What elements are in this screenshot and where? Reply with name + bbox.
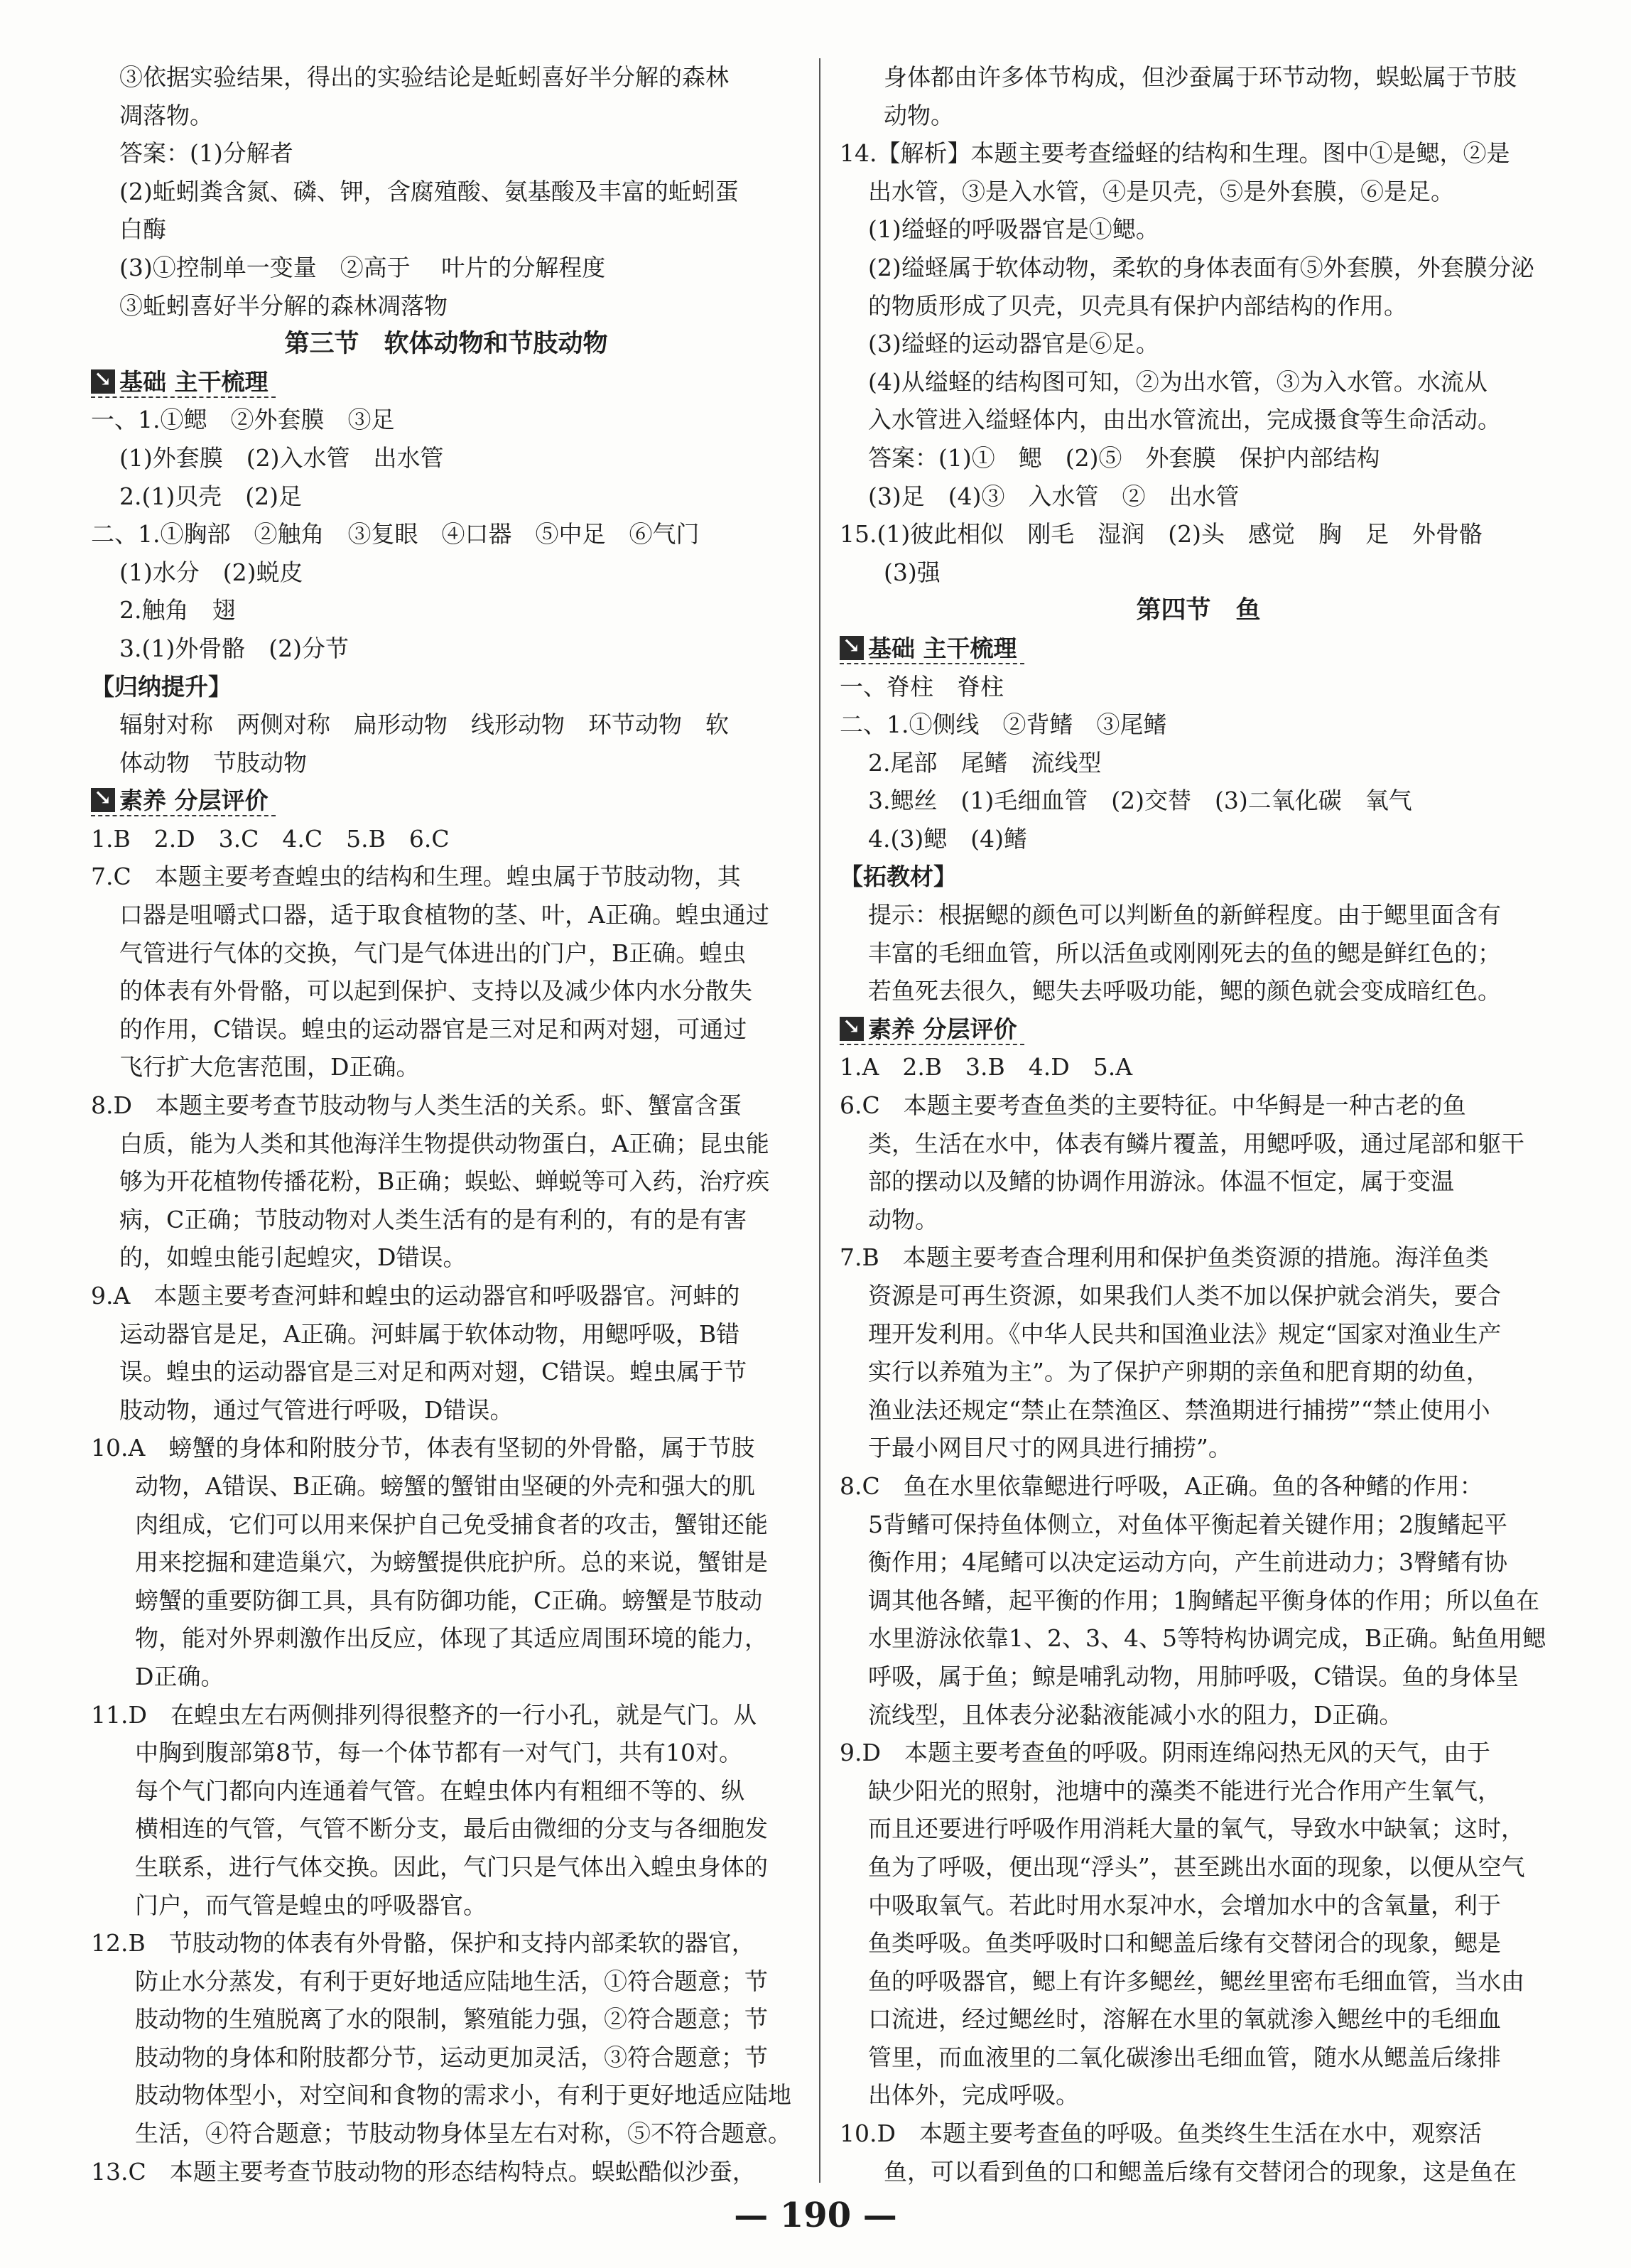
text-line: 于最小网目尺寸的网具进行捕捞”。 xyxy=(868,1434,1232,1462)
chapter-title: 第四节 鱼 xyxy=(1136,595,1261,625)
text-line: 螃蟹的重要防御工具，具有防御功能，C正确。螃蟹是节肢动 xyxy=(135,1586,763,1614)
text-line: 防止水分蒸发，有利于更好地适应陆地生活，①符合题意；节 xyxy=(135,1967,768,1995)
text-line: 缺少阳光的照射，池塘中的藻类不能进行光合作用产生氧气， xyxy=(868,1776,1501,1805)
text-line: 肉组成，它们可以用来保护自己免受捕食者的攻击，蟹钳还能 xyxy=(135,1510,768,1538)
text-line: 实行以养殖为主”。为了保护产卵期的亲鱼和肥育期的幼鱼， xyxy=(868,1358,1490,1386)
text-line: 气管进行气体的交换，气门是气体进出的门户，B正确。蝗虫 xyxy=(119,939,747,967)
text-line: (1)水分 (2)蜕皮 xyxy=(119,558,303,586)
text-line: 9.D 本题主要考查鱼的呼吸。阴雨连绵闷热无风的天气，由于 xyxy=(840,1739,1490,1767)
text-line: 的作用，C错误。蝗虫的运动器官是三对足和两对翅，可通过 xyxy=(119,1015,747,1043)
text-line: 而且还要进行呼吸作用消耗大量的氧气，导致水中缺氧；这时， xyxy=(868,1815,1524,1843)
section-tag xyxy=(91,787,276,816)
text-line: 5背鳍可保持鱼体侧立，对鱼体平衡起着关键作用；2腹鳍起平 xyxy=(868,1510,1507,1538)
text-line: 运动器官是足，A正确。河蚌属于软体动物，用鳃呼吸，B错 xyxy=(119,1319,740,1348)
text-line: (1)缢蛏的呼吸器官是①鳃。 xyxy=(868,215,1159,244)
text-line: 理开发利用。《中华人民共和国渔业法》规定“国家对渔业生产 xyxy=(868,1319,1502,1348)
text-line: 资源是可再生资源，如果我们人类不加以保护就会消失，要合 xyxy=(868,1282,1501,1310)
right-lines xyxy=(840,58,1557,2191)
text-line: (3)缢蛏的运动器官是⑥足。 xyxy=(868,330,1159,358)
text-line: 身体都由许多体节构成，但沙蚕属于环节动物，蜈蚣属于节肢 xyxy=(884,63,1517,91)
text-line: 鱼的呼吸器官，鳃上有许多鳃丝，鳃丝里密布毛细血管，当水由 xyxy=(868,1967,1524,1995)
text-line: 动物。 xyxy=(884,101,954,129)
text-line: 6.C 本题主要考查鱼类的主要特征。中华鲟是一种古老的鱼 xyxy=(840,1091,1466,1120)
text-line: 13.C 本题主要考查节肢动物的形态结构特点。蜈蚣酷似沙蚕， xyxy=(91,2157,756,2186)
text-line: 口流进，经过鳃丝时，溶解在水里的氧就渗入鳃丝中的毛细血 xyxy=(868,2005,1501,2034)
text-line: (2)缢蛏属于软体动物，柔软的身体表面有⑤外套膜，外套膜分泌 xyxy=(868,253,1534,281)
text-line: 鱼为了呼吸，便出现“浮头”，甚至跳出水面的现象，以便从空气 xyxy=(868,1852,1525,1881)
text-line: 若鱼死去很久，鳃失去呼吸功能，鳃的颜色就会变成暗红色。 xyxy=(868,977,1501,1005)
text-line: 误。蝗虫的运动器官是三对足和两对翅，C错误。蝗虫属于节 xyxy=(119,1358,747,1386)
text-line: 管里，而血液里的二氧化碳渗出毛细血管，随水从鳃盖后缘排 xyxy=(868,2043,1501,2071)
text-line: 15.(1)彼此相似 刚毛 湿润 (2)头 感觉 胸 足 外骨骼 xyxy=(840,520,1483,549)
text-line: 2.尾部 尾鳍 流线型 xyxy=(868,748,1102,777)
text-line: (3)足 (4)③ 入水管 ② 出水管 xyxy=(868,482,1240,510)
text-line: 3.(1)外骨骼 (2)分节 xyxy=(119,634,349,662)
text-line: 丰富的毛细血管，所以活鱼或刚刚死去的鱼的鳃是鲜红色的； xyxy=(868,939,1501,967)
text-line: 流线型，且体表分泌黏液能减小水的阻力，D正确。 xyxy=(868,1700,1403,1729)
text-line: 1.A 2.B 3.B 4.D 5.A xyxy=(840,1053,1133,1081)
text-line: 动物，A错误、B正确。螃蟹的蟹钳由坚硬的外壳和强大的肌 xyxy=(135,1472,756,1500)
text-line: 生活，④符合题意；节肢动物身体呈左右对称，⑤不符合题意。 xyxy=(135,2120,791,2148)
text-line: 7.C 本题主要考查蝗虫的结构和生理。蝗虫属于节肢动物，其 xyxy=(91,863,741,891)
text-line: (1)外套膜 (2)入水管 出水管 xyxy=(119,443,444,472)
text-line: 【归纳提升】 xyxy=(91,672,232,701)
text-line: 凋落物。 xyxy=(119,101,213,129)
text-line: 门户，而气管是蝗虫的呼吸器官。 xyxy=(135,1891,487,1919)
text-line: 物，能对外界刺激作出反应，体现了其适应周围环境的能力， xyxy=(135,1624,768,1653)
text-line: 11.D 在蝗虫左右两侧排列得很整齐的一行小孔，就是气门。从 xyxy=(91,1700,757,1729)
text-line: 出水管，③是入水管，④是贝壳，⑤是外套膜，⑥是足。 xyxy=(868,177,1454,205)
text-line: 10.D 本题主要考查鱼的呼吸。鱼类终生生活在水中，观察活 xyxy=(840,2120,1482,2148)
text-line: 病，C正确；节肢动物对人类生活有的是有利的，有的是有害 xyxy=(119,1205,747,1233)
text-line: 部的摆动以及鳍的协调作用游泳。体温不恒定，属于变温 xyxy=(868,1167,1454,1196)
text-line: 口器是咀嚼式口器，适于取食植物的茎、叶，A正确。蝗虫通过 xyxy=(119,901,769,929)
text-line: 3.鳃丝 (1)毛细血管 (2)交替 (3)二氧化碳 氧气 xyxy=(868,787,1412,815)
text-line: 出体外，完成呼吸。 xyxy=(868,2081,1079,2110)
section-tag xyxy=(840,1015,1024,1045)
section-tag xyxy=(840,634,1024,664)
text-line: 一、脊柱 脊柱 xyxy=(840,672,1004,701)
text-line: 10.A 螃蟹的身体和附肢分节，体表有坚韧的外骨骼，属于节肢 xyxy=(91,1434,755,1462)
text-line: 一、1.①鳃 ②外套膜 ③足 xyxy=(91,406,395,434)
text-line: 1.B 2.D 3.C 4.C 5.B 6.C xyxy=(91,824,450,853)
text-line: 二、1.①胸部 ②触角 ③复眼 ④口器 ⑤中足 ⑥气门 xyxy=(91,520,700,549)
text-line: 12.B 节肢动物的体表有外骨骼，保护和支持内部柔软的器官， xyxy=(91,1929,755,1958)
text-line: 调其他各鳍，起平衡的作用；1胸鳍起平衡身体的作用；所以鱼在 xyxy=(868,1586,1539,1614)
right-column xyxy=(840,58,1557,2191)
text-line: 白质，能为人类和其他海洋生物提供动物蛋白，A正确；昆虫能 xyxy=(119,1129,769,1157)
text-line: (2)蚯蚓粪含氮、磷、钾，含腐殖酸、氨基酸及丰富的蚯蚓蛋 xyxy=(119,177,739,205)
text-line: 动物。 xyxy=(868,1205,938,1233)
arrow-icon xyxy=(91,369,115,394)
text-line: 类，生活在水中，体表有鳞片覆盖，用鳃呼吸，通过尾部和躯干 xyxy=(868,1129,1524,1157)
text-line: 用来挖掘和建造巢穴，为螃蟹提供庇护所。总的来说，蟹钳是 xyxy=(135,1548,768,1577)
column-divider xyxy=(819,58,820,2183)
text-line: 入水管进入缢蛏体内，由出水管流出，完成摄食等生命活动。 xyxy=(868,406,1501,434)
text-line: 肢动物的生殖脱离了水的限制，繁殖能力强，②符合题意；节 xyxy=(135,2005,768,2034)
text-line: 呼吸，属于鱼；鲸是哺乳动物，用肺呼吸，C错误。鱼的身体呈 xyxy=(868,1662,1519,1690)
text-line: 衡作用；4尾鳍可以决定运动方向，产生前进动力；3臀鳍有协 xyxy=(868,1548,1507,1577)
section-tag xyxy=(91,368,276,398)
text-line: 肢动物，通过气管进行呼吸，D错误。 xyxy=(119,1395,514,1424)
text-line: 2.触角 翅 xyxy=(119,596,236,625)
section-tag-label: 基础 主干梳理 xyxy=(119,367,269,396)
arrow-icon xyxy=(840,1017,864,1041)
text-line: (3)强 xyxy=(884,558,941,586)
text-line: 飞行扩大危害范围，D正确。 xyxy=(119,1053,420,1081)
text-line: ③蚯蚓喜好半分解的森林凋落物 xyxy=(119,291,448,320)
text-line: 8.D 本题主要考查节肢动物与人类生活的关系。虾、蟹富含蛋 xyxy=(91,1091,742,1120)
text-line: 的，如蝗虫能引起蝗灾，D错误。 xyxy=(119,1243,467,1272)
text-line: 鱼类呼吸。鱼类呼吸时口和鳃盖后缘有交替闭合的现象，鳃是 xyxy=(868,1929,1501,1958)
text-line: 14.【解析】本题主要考查缢蛏的结构和生理。图中①是鳃，②是 xyxy=(840,139,1510,168)
section-heading xyxy=(840,630,1557,668)
section-tag-label: 素养 分层评价 xyxy=(119,787,269,815)
text-line: 【拓教材】 xyxy=(840,863,957,891)
left-column xyxy=(91,58,801,2191)
page-number: — 190 — xyxy=(734,2196,897,2235)
section-heading xyxy=(91,782,801,820)
text-line: D正确。 xyxy=(135,1662,224,1690)
text-line: 提示：根据鳃的颜色可以判断鱼的新鲜程度。由于鳃里面含有 xyxy=(868,901,1501,929)
text-line: 的体表有外骨骼，可以起到保护、支持以及减少体内水分散失 xyxy=(119,977,752,1005)
text-line: (3)①控制单一变量 ②高于 叶片的分解程度 xyxy=(119,253,606,281)
text-line: 9.A 本题主要考查河蚌和蝗虫的运动器官和呼吸器官。河蚌的 xyxy=(91,1282,740,1310)
text-line: 辐射对称 两侧对称 扁形动物 线形动物 环节动物 软 xyxy=(119,711,729,739)
text-line: 渔业法还规定“禁止在禁渔区、禁渔期进行捕捞”“禁止使用小 xyxy=(868,1395,1490,1424)
chapter-title: 第三节 软体动物和节肢动物 xyxy=(284,329,608,359)
arrow-icon xyxy=(840,636,864,660)
text-line: 中吸取氧气。若此时用水泵冲水，会增加水中的含氧量，利于 xyxy=(868,1891,1501,1919)
text-line: 2.(1)贝壳 (2)足 xyxy=(119,482,302,510)
text-line: 水里游泳依靠1、2、3、4、5等特构协调完成，B正确。鲇鱼用鳃 xyxy=(868,1624,1546,1653)
text-line: 4.(3)鳃 (4)鳍 xyxy=(868,824,1027,853)
text-line: 每个气门都向内连通着气管。在蝗虫体内有粗细不等的、纵 xyxy=(135,1776,744,1805)
text-line: 中胸到腹部第8节，每一个体节都有一对气门，共有10对。 xyxy=(135,1739,742,1767)
section-tag-label: 基础 主干梳理 xyxy=(868,634,1017,662)
text-line: 横相连的气管，气管不断分支，最后由微细的分支与各细胞发 xyxy=(135,1815,768,1843)
text-line: ③依据实验结果，得出的实验结论是蚯蚓喜好半分解的森林 xyxy=(119,63,729,91)
text-line: 够为开花植物传播花粉，B正确；蜈蚣、蝉蜕等可入药，治疗疾 xyxy=(119,1167,770,1196)
text-line: 生联系，进行气体交换。因此，气门只是气体出入蝗虫身体的 xyxy=(135,1852,768,1881)
text-line: (4)从缢蛏的结构图可知，②为出水管，③为入水管。水流从 xyxy=(868,367,1488,396)
text-line: 肢动物的身体和附肢都分节，运动更加灵活，③符合题意；节 xyxy=(135,2043,768,2071)
text-line: 答案：(1)分解者 xyxy=(119,139,293,168)
section-tag-label: 素养 分层评价 xyxy=(868,1015,1017,1043)
section-heading xyxy=(91,363,801,401)
text-line: 的物质形成了贝壳，贝壳具有保护内部结构的作用。 xyxy=(868,291,1407,320)
section-heading xyxy=(840,1010,1557,1049)
text-line: 8.C 鱼在水里依靠鳃进行呼吸，A正确。鱼的各种鳍的作用： xyxy=(840,1472,1483,1500)
left-lines xyxy=(91,58,801,2191)
text-line: 二、1.①侧线 ②背鳍 ③尾鳍 xyxy=(840,711,1167,739)
text-line: 鱼，可以看到鱼的口和鳃盖后缘有交替闭合的现象，这是鱼在 xyxy=(884,2157,1517,2186)
text-line: 白酶 xyxy=(119,215,166,244)
text-line: 肢动物体型小，对空间和食物的需求小，有利于更好地适应陆地 xyxy=(135,2081,791,2110)
text-line: 答案：(1)① 鳃 (2)⑤ 外套膜 保护内部结构 xyxy=(868,443,1380,472)
text-line: 体动物 节肢动物 xyxy=(119,748,307,777)
text-line: 7.B 本题主要考查合理利用和保护鱼类资源的措施。海洋鱼类 xyxy=(840,1243,1489,1272)
arrow-icon xyxy=(91,788,115,812)
